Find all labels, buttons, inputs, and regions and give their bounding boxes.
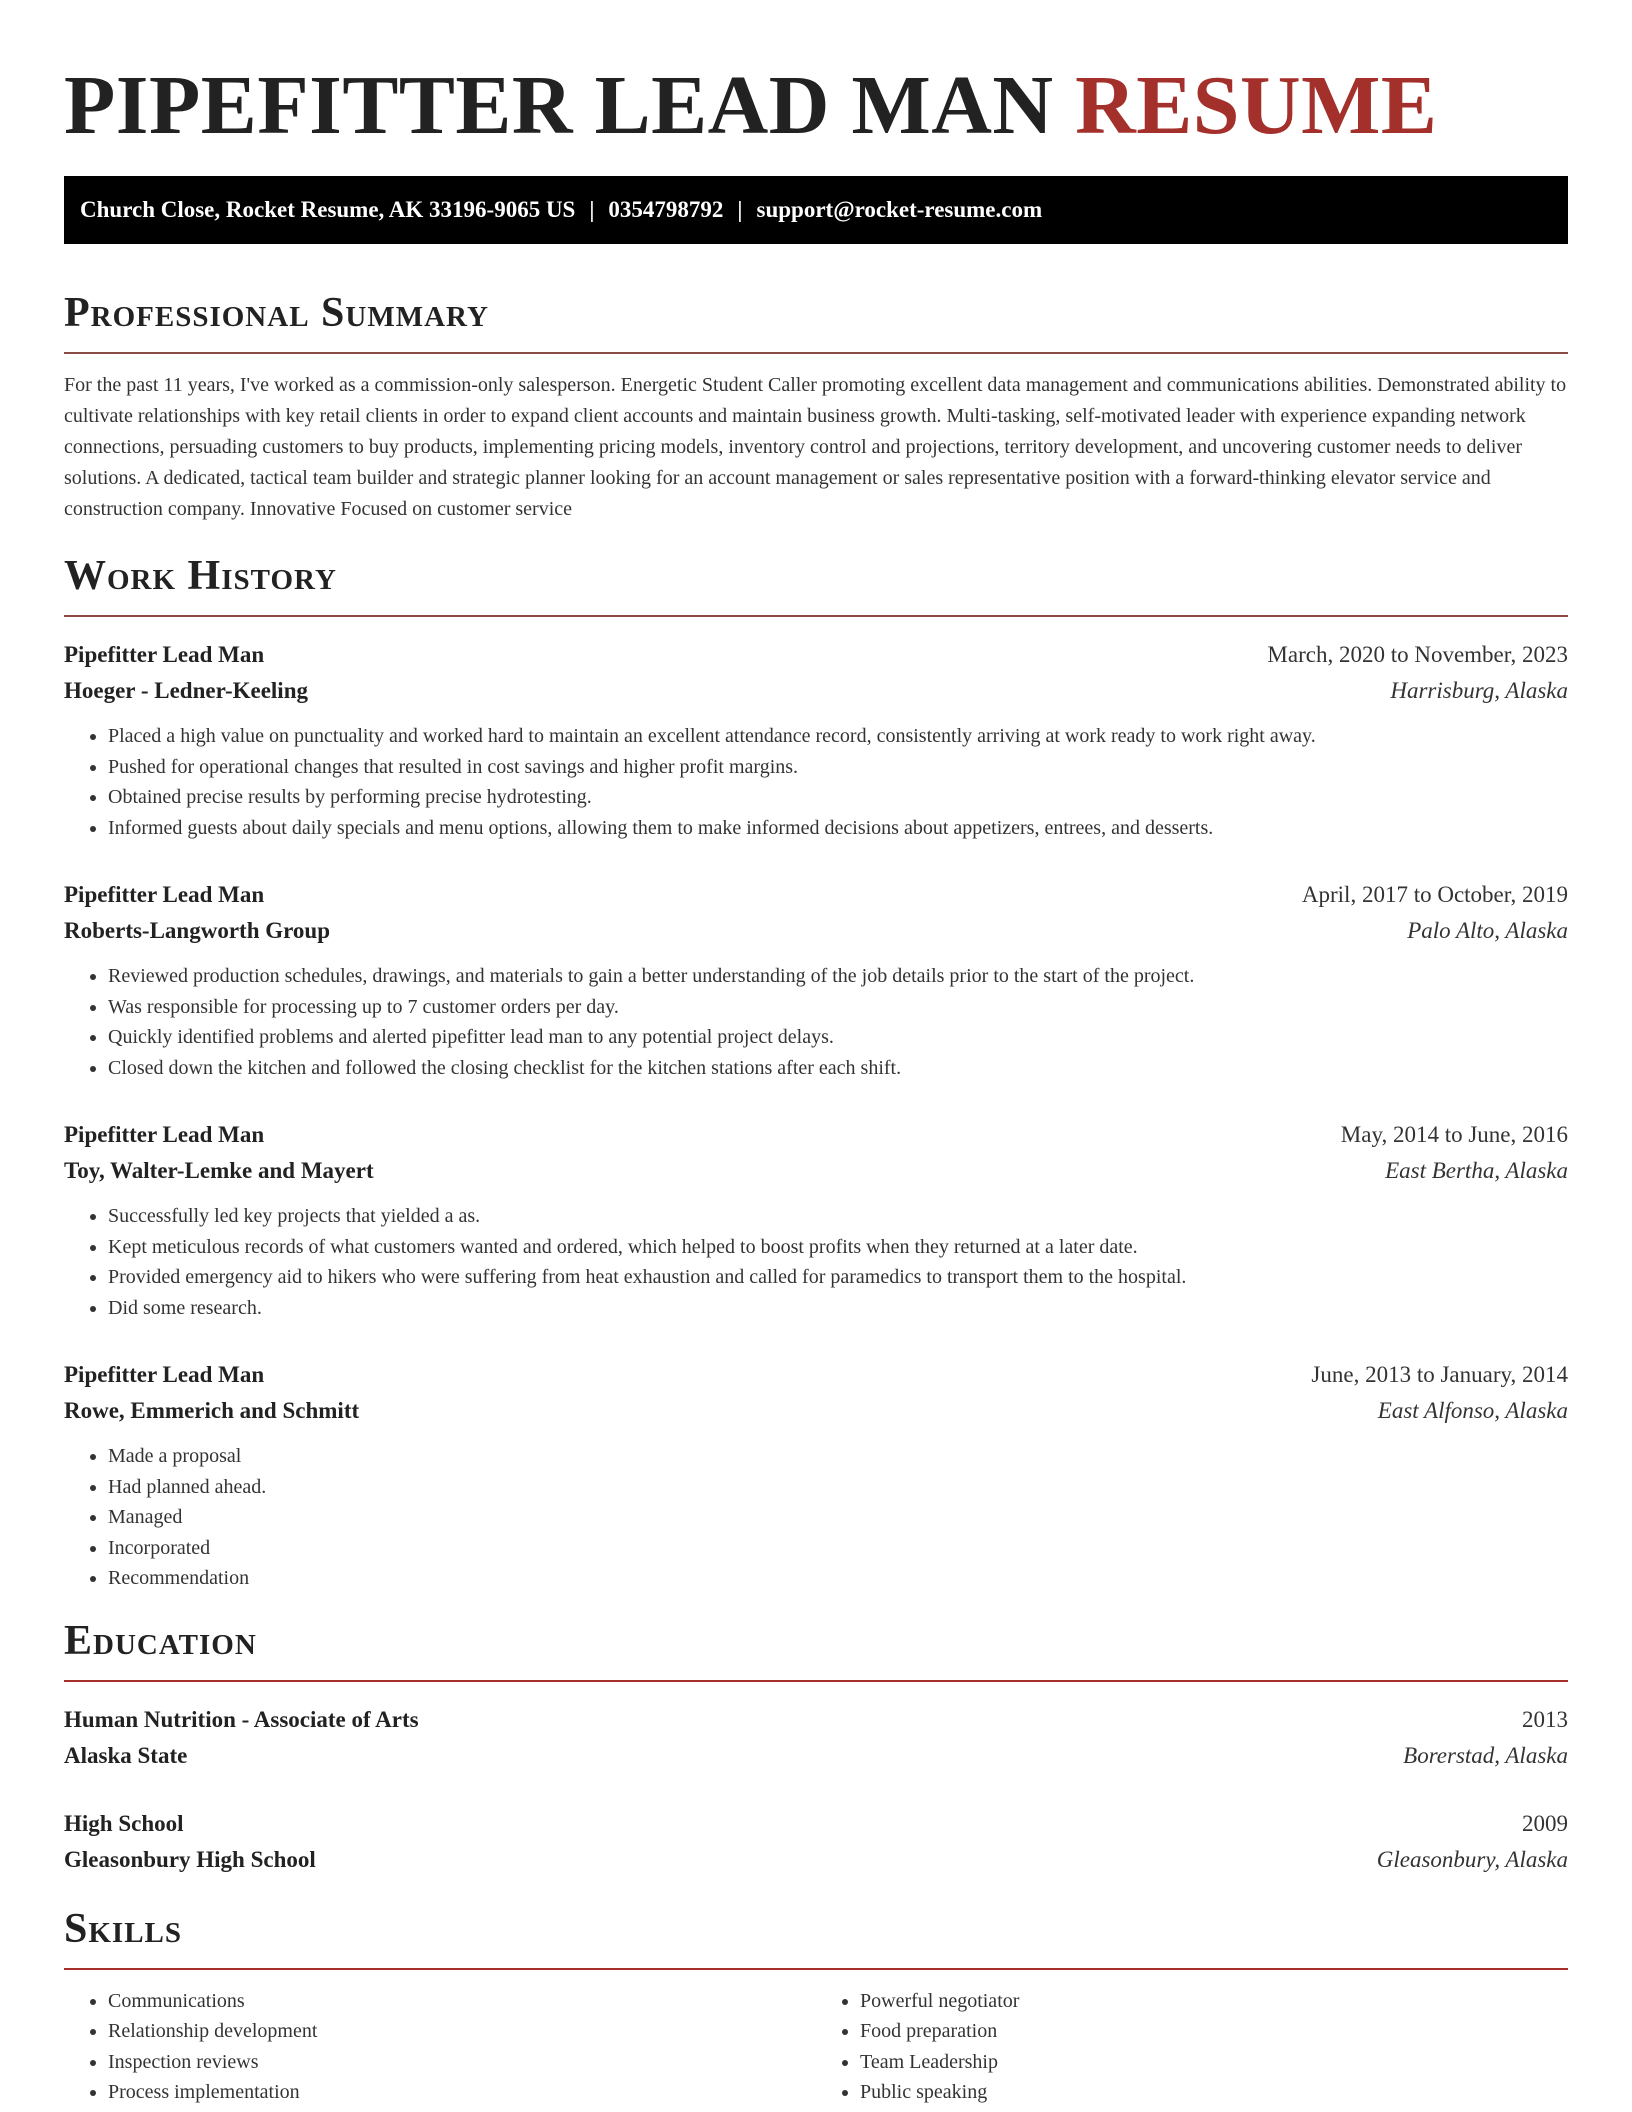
education-degree: High School (64, 1810, 184, 1836)
contact-separator: | (589, 197, 595, 222)
job-bullet: • Kept meticulous records of what customers wanted and ordered, which helped to boost profits when they returned at a later date. (108, 1232, 1568, 1263)
job-bullet: • Placed a high value on punctuality and worked hard to maintain an excellent attendance record, consistently arriving at work ready to work right away. (108, 721, 1568, 752)
job-bullet: • Incorporated (108, 1533, 1568, 1564)
education-year: 2013 (1522, 1706, 1568, 1732)
skill-item: • Team Leadership (860, 2047, 1568, 2078)
section-divider (64, 1680, 1568, 1682)
education-entry (64, 1806, 1568, 1878)
job-bullet: • Managed (108, 1502, 1568, 1533)
job-bullets (64, 721, 1568, 843)
contact-separator: | (737, 197, 743, 222)
job-location: East Alfonso, Alaska (1377, 1398, 1568, 1423)
education-year: 2009 (1522, 1810, 1568, 1836)
job-bullets (64, 961, 1568, 1083)
job-title: Pipefitter Lead Man (64, 1362, 265, 1387)
job-title: Pipefitter Lead Man (64, 882, 265, 907)
job-dates: May, 2014 to June, 2016 (1340, 1122, 1568, 1147)
education-location: Gleasonbury, Alaska (1376, 1846, 1568, 1872)
contact-bar (64, 176, 1568, 244)
title-main: PIPEFITTER LEAD MAN (64, 59, 1054, 152)
job-bullets (64, 1201, 1568, 1323)
job-bullet: • Had planned ahead. (108, 1472, 1568, 1503)
job-bullet: • Provided emergency aid to hikers who were suffering from heat exhaustion and called for paramedics to transport them to the hospital. (108, 1262, 1568, 1293)
contact-address: Church Close, Rocket Resume, AK 33196-9065 US (80, 197, 576, 222)
job-bullets (64, 1441, 1568, 1594)
job-bullet: • Informed guests about daily specials and menu options, allowing them to make informed decisions about appetizers, entrees, and desserts. (108, 813, 1568, 844)
section-heading-summary: Professional Summary (64, 290, 489, 336)
title-accent: RESUME (1075, 59, 1438, 152)
education-school: Gleasonbury High School (64, 1846, 316, 1872)
job-company: Toy, Walter-Lemke and Mayert (64, 1158, 374, 1183)
job-bullet: • Pushed for operational changes that resulted in cost savings and higher profit margins. (108, 752, 1568, 783)
section-heading-education: Education (64, 1617, 257, 1664)
job-dates: March, 2020 to November, 2023 (1267, 642, 1568, 667)
job-entry (64, 877, 1568, 1083)
summary-text: For the past 11 years, I've worked as a commission-only salesperson. Energetic Student Caller promoting excellent data management and communications abilities. Demonstrated ability to cultivate relationships with key retail clients in order to expand client accounts and maintain business growth. Multi-tasking, self-motivated leader with experience expanding network connections, persuading customers to buy products, implementing pricing models, inventory control and projections, territory development, and uncovering customer needs to deliver solutions. A dedicated, tactical team builder and strategic planner looking for an account management or sales representative position with a forward-thinking elevator service and construction company. Innovative Focused on customer service (64, 374, 1567, 520)
job-dates: June, 2013 to January, 2014 (1311, 1362, 1568, 1387)
skill-item: • Food preparation (860, 2016, 1568, 2047)
job-bullet: • Made a proposal (108, 1441, 1568, 1472)
job-company: Hoeger - Ledner-Keeling (64, 678, 308, 703)
job-bullet: • Obtained precise results by performing precise hydrotesting. (108, 782, 1568, 813)
skill-item: • Communications (108, 1986, 816, 2017)
skills-column-right (816, 1986, 1568, 2108)
contact-phone: 0354798792 (608, 197, 724, 222)
job-bullet: • Did some research. (108, 1293, 1568, 1324)
education-location: Borerstad, Alaska (1403, 1742, 1568, 1768)
skill-item: • Process implementation (108, 2077, 816, 2108)
skill-item: • Powerful negotiator (860, 1986, 1568, 2017)
job-bullet: • Reviewed production schedules, drawings, and materials to gain a better understanding of the job details prior to the start of the project. (108, 961, 1568, 992)
education-entry (64, 1702, 1568, 1774)
job-bullet: • Quickly identified problems and alerted pipefitter lead man to any potential project delays. (108, 1022, 1568, 1053)
job-title: Pipefitter Lead Man (64, 642, 265, 667)
job-dates: April, 2017 to October, 2019 (1301, 882, 1568, 907)
job-bullet: • Closed down the kitchen and followed the closing checklist for the kitchen stations after each shift. (108, 1053, 1568, 1084)
contact-email: support@rocket-resume.com (756, 197, 1043, 222)
job-entry (64, 1117, 1568, 1323)
job-company: Roberts-Langworth Group (64, 918, 331, 943)
section-divider (64, 1968, 1568, 1970)
education-degree: Human Nutrition - Associate of Arts (64, 1706, 419, 1732)
section-heading-skills: Skills (64, 1905, 183, 1952)
skill-item: • Relationship development (108, 2016, 816, 2047)
skills-column-left (64, 1986, 816, 2108)
job-entry (64, 637, 1568, 843)
job-entry (64, 1357, 1568, 1594)
job-location: East Bertha, Alaska (1385, 1158, 1568, 1183)
skill-item: • Public speaking (860, 2077, 1568, 2108)
skills-list (64, 1986, 1568, 2108)
section-divider (64, 615, 1568, 617)
job-company: Rowe, Emmerich and Schmitt (64, 1398, 360, 1423)
job-location: Harrisburg, Alaska (1390, 678, 1568, 703)
skill-item: • Inspection reviews (108, 2047, 816, 2078)
section-heading-work: Work History (64, 553, 337, 599)
job-bullet: • Recommendation (108, 1563, 1568, 1594)
resume-title (64, 56, 1568, 156)
job-bullet: • Successfully led key projects that yielded a as. (108, 1201, 1568, 1232)
job-bullet: • Was responsible for processing up to 7 customer orders per day. (108, 992, 1568, 1023)
job-title: Pipefitter Lead Man (64, 1122, 265, 1147)
section-divider (64, 352, 1568, 354)
education-school: Alaska State (64, 1742, 188, 1768)
job-location: Palo Alto, Alaska (1407, 918, 1568, 943)
